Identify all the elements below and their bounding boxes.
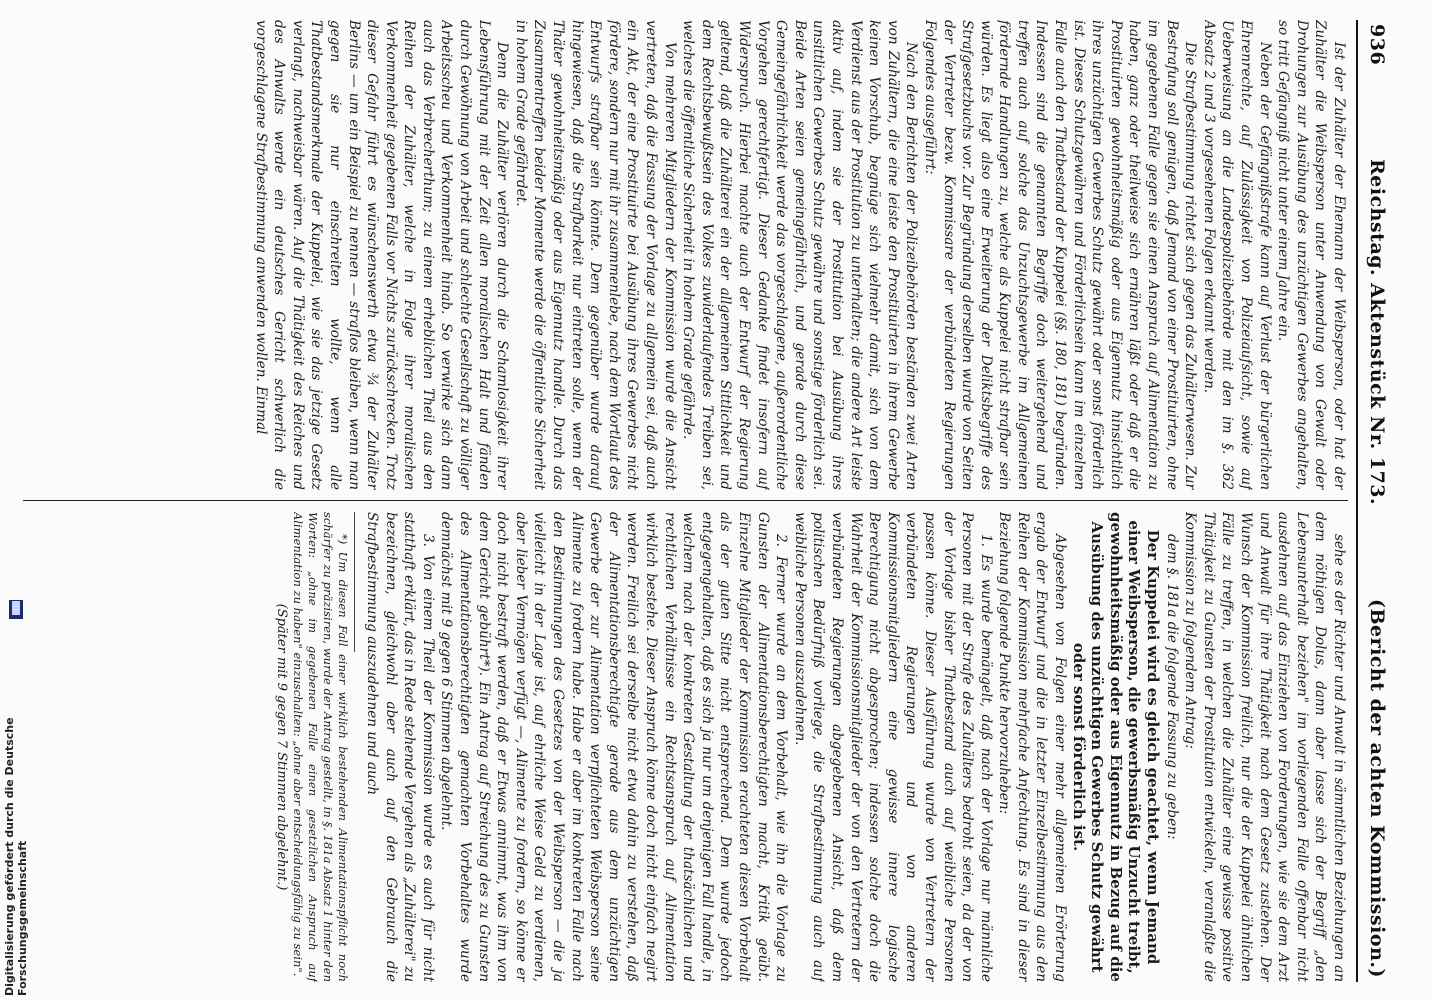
footnote: *) Um diesen Fall einer wirklich bestehenden Alimentationspflicht noch schärfer zu präzisiren, wurde der Antrag gestellt, in §. 181a Absatz 1 hinter den Worten: „ohne im gegebenen Falle einen gesetzlichen Anspruch auf Alimentation zu haben" einzuschalten: „ohne aber entscheidungsfähig zu sein".: [290, 512, 350, 982]
closing-note: (Später mit 9 gegen 7 Stimmen abgelehnt.): [273, 603, 289, 891]
left-column: [23, 20, 1348, 490]
paragraph: sehe es der Richter und Anwalt in sämmtlichen Beziehungen an dem nöthigen Dolus, dann aber lasse sich der Begriff „den Lebensunterhalt beziehen" im vorliegenden Falle offenbar nicht ausdehnen auf das Einziehen von Forderungen, wie sie dem Arzt und Anwalt für ihre Thätigkeit nach dem Gesetz zustehen. Der Wunsch der Kommission freilich, nur die der Kuppelei ähnlichen Fälle zu treffen, in welchen die Zuhälter eine gewisse positive Thätigkeit zu Gunsten der Prostitution entwickeln, veranlaßte die Kommission zu folgendem Antrag:: [1182, 512, 1347, 982]
paragraph: Nach den Berichten der Polizeibehörden beständen zwei Arten von Zuhältern, die eine leiste den Prostituirten in ihrem Gewerbe keinen Vorschub, begnüge sich vielmehr damit, sich von dem Verdienst aus der Prostitution zu unterhalten; die andere Art leiste aktiv auf, indem sie der Prostitution bei Ausübung ihres unsittlichen Gewerbes Schutz gewähre und sonstige förderlich sei. Beide Arten seien gemeingefährlich, und gerade durch diese Gemeingefährlichkeit werde das vorgeschlagene, außerordentliche Vorgehen gerechtfertigt. Dieser Gedanke findet insofern auf Widerspruch. Hierbei machte auch der Entwurf der Regierung geltend, daß die Zuhälterei ein der allgemeinen Sittlichkeit und dem Rechtsbewußtsein des Volkes zuwiderlaufendes Treiben sei, welches die öffentliche Sicherheit in hohem Grade gefährde.: [680, 20, 920, 490]
footnote-rule: [354, 512, 355, 652]
credit-text: Digitalisierung gefördert durch die Deutsche Forschungsgemeinschaft: [3, 717, 29, 996]
page-title: Reichstag. Aktenstück Nr. 173.: [1366, 159, 1388, 506]
paragraph: Ist der Zuhälter der Ehemann der Weibsperson, oder hat der Zuhälter die Weibsperson unter Anwendung von Gewalt oder Drohungen zur Ausübung des unzüchtigen Gewerbes angehalten, so tritt Gefängniß nicht unter einem Jahre ein.: [1275, 20, 1347, 490]
paragraph: Denn die Zuhälter verlören durch die Schamlosigkeit ihrer Lebensführung mit der Zeit allen moralischen Halt und fänden durch Gewöhnung von Arbeit und schlechte Gesellschaft zu völliger Arbeitsscheu und Verkommenheit hinab. So verwirke sich dann auch das Verbrecherthum; zu einem erheblichen Theil aus den Reihen der Zuhälter, welche in Folge ihrer moralischen Verkommenheit gegebenen Falls vor Nichts zurückschrecken. Trotz dieser Gefahr führt es wünschenswerth etwa ¾ der Zuhälter Berlins — um ein Beispiel zu nennen — straflos bleiben, wenn man gegen sie nur einschreiten wollte, wenn alle Thatbestandsmerkmale der Kuppelei, wie sie das jetzige Gesetz verlangt, nachweisbar wären. Auf die Thätigkeit des Reiches und des Anwalts werde ein deutsches Gericht schwerlich die vorgeschlagene Strafbestimmung anwenden wollen. Einmal: [252, 20, 511, 490]
paragraph: 2. Ferner wurde an dem Vorbehalt, wie ihn die Vorlage zu Gunsten der Alimentationsberechtigten macht, Kritik geübt. Einzelne Mitglieder der Kommission erachteten diesen Vorbehalt als der guten Sitte nicht entsprechend. Dem wurde jedoch entgegengehalten, daß es sich ja nur um denjenigen Fall handle, in welchem nach der konkreten Gestaltung der thatsächlichen und rechtlichen Verhältnisse ein Rechtsanspruch auf Alimentation wirklich bestehe. Dieser Anspruch könne doch nicht einfach negirt werden. Freilich sei derselbe nicht etwa dahin zu verstehen, daß der Alimentationsberechtigte gerade aus dem unzüchtigen Gewerbe der zur Alimentation verpflichteten Weibsperson seine Alimente zu fordern habe. Habe er aber im konkreten Falle nach den Bestimmungen des Gesetzes von der Weibsperson — die ja vielleicht in der Lage ist, auf ehrliche Weise Geld zu verdienen, aber lieber Vermögen verfügt —, Alimente zu fordern, so könne er doch nicht bestraft werden, daß er Etwas annimmt, was ihm von dem Gericht gebührt*). Ein Antrag auf Streichung des zu Gunsten des Alimentationsberechtigten gemachten Vorbehaltes wurde demnächst mit 9 gegen 6 Stimmen abgelehnt.: [438, 512, 790, 982]
column-divider: [23, 500, 1348, 501]
running-head: [1360, 24, 1394, 978]
header-rule: [1356, 20, 1358, 982]
rotated-content: [8, 6, 1398, 996]
paragraph: Neben der Gefängnißstrafe kann auf Verlust der bürgerlichen Ehrenrechte, auf Zulässigkeit von Polizeiaufsicht, sowie auf Ueberweisung an die Landespolizeibehörde mit den im §. 362 Absatz 2 und 3 vorgesehenen Folgen erkannt werden.: [1200, 20, 1273, 490]
paragraph: Die Strafbestimmung richtet sich gegen das Zuhälterwesen. Zur Bestrafung soll genügen, daß Jemand von einer Prostituirten, ohne im gegebenen Falle gegen sie einen Anspruch auf Alimentation zu haben, ganz oder theilweise sich ernähren läßt oder daß er die Prostituirten gewohnheitsmäßig oder aus Eigennutz hinsichtlich ihres unzüchtigen Gewerbes Schutz gewährt oder sonst förderlich ist. Dieses Schutzgewähren und Förderlichsein kann im einzelnen Falle auch den Thatbestand der Kuppelei (§§. 180, 181) begründen. Indessen sind die genannten Begriffe doch weitergehend und treffen auch auf solche das Unzuchtsgewerbe im Allgemeinen fördernde Handlungen zu, welche als Kuppelei nicht strafbar sein würden. Es liegt also eine Erweiterung der Deliktsbegriffe des Strafgesetzbuchs vor. Zur Begründung derselben wurde von Seiten der Vertreter bezw. Kommissare der verbündeten Regierungen Folgendes ausgeführt:: [921, 20, 1199, 490]
paragraph: dem §. 181a die folgende Fassung zu geben:: [1163, 534, 1180, 840]
proposed-text: Der Kuppelei wird es gleich geachtet, wenn Jemand einer Weibsperson, die gewerbsmäßig Unzucht treibt, gewohnheitsmäßig oder aus Eigennutz in Bezug auf die Ausübung des unzüchtigen Gewerbes Schutz gewährt oder sonst förderlich ist.: [1069, 512, 1163, 982]
paragraph: 3. Von einem Theil der Kommission wurde es auch für nicht statthaft erklärt, das in Rede stehende Vergehen als „Zuhälterei" zu bezeichnen, gleichwohl aber auch auf den Gebrauch die Strafbestimmung auszudehnen und auch: [364, 512, 436, 982]
section-title: (Bericht der achten Kommission.): [1366, 598, 1388, 978]
paragraph: Abgesehen von Folgen einer mehr allgemeinen Erörterung ergab der Entwurf und die in letzter Einzelbestimmung aus den Reihen der Kommission mehrfache Anfechtung. Es sind in dieser Beziehung folgende Punkte hervorzuheben:: [996, 512, 1069, 982]
right-column: [23, 512, 1348, 982]
paragraph: 1. Es wurde bemängelt, daß nach der Vorlage nur männliche Personen mit der Strafe des Zuhälters bedroht seien, da der von der Vorlage bisher Thatbestand auch auf weibliche Personen passen könne. Dieser Ausführung wurde von Vertretern der verbündeten Regierungen und von anderen Kommissionsmitgliedern eine gewisse innere logische Berechtigung nicht abgesprochen; indessen solche doch die Wahrheit der Kommissionsmitglieder der von den Vertretern der verbündeten Regierungen abgegebenen Ansicht, daß dem politischen Bedürfniß vorliege, die Strafbestimmung auch auf weibliche Personen auszudehnen.: [791, 512, 994, 982]
paragraph: Von mehreren Mitgliedern der Kommission wurde die Ansicht vertreten, daß die Fassung der Vorlage zu allgemein sei, daß auch ein Akt, der eine Prostituirte bei Ausübung ihres Gewerbes nicht fördere, sondern nur mit ihr zusammenlebe, nach dem Wortlaut des Entwurfs strafbar sein könnte. Dem gegenüber wurde darauf hingewiesen, daß die Strafbarkeit nur eintreten solle, wenn der Thäter gewohnheitsmäßig oder aus Eigennutz handle. Durch das Zusammentreffen beider Momente werde die öffentliche Sicherheit in hohem Grade gefährdet.: [512, 20, 678, 490]
page-number: 936: [1366, 24, 1388, 66]
